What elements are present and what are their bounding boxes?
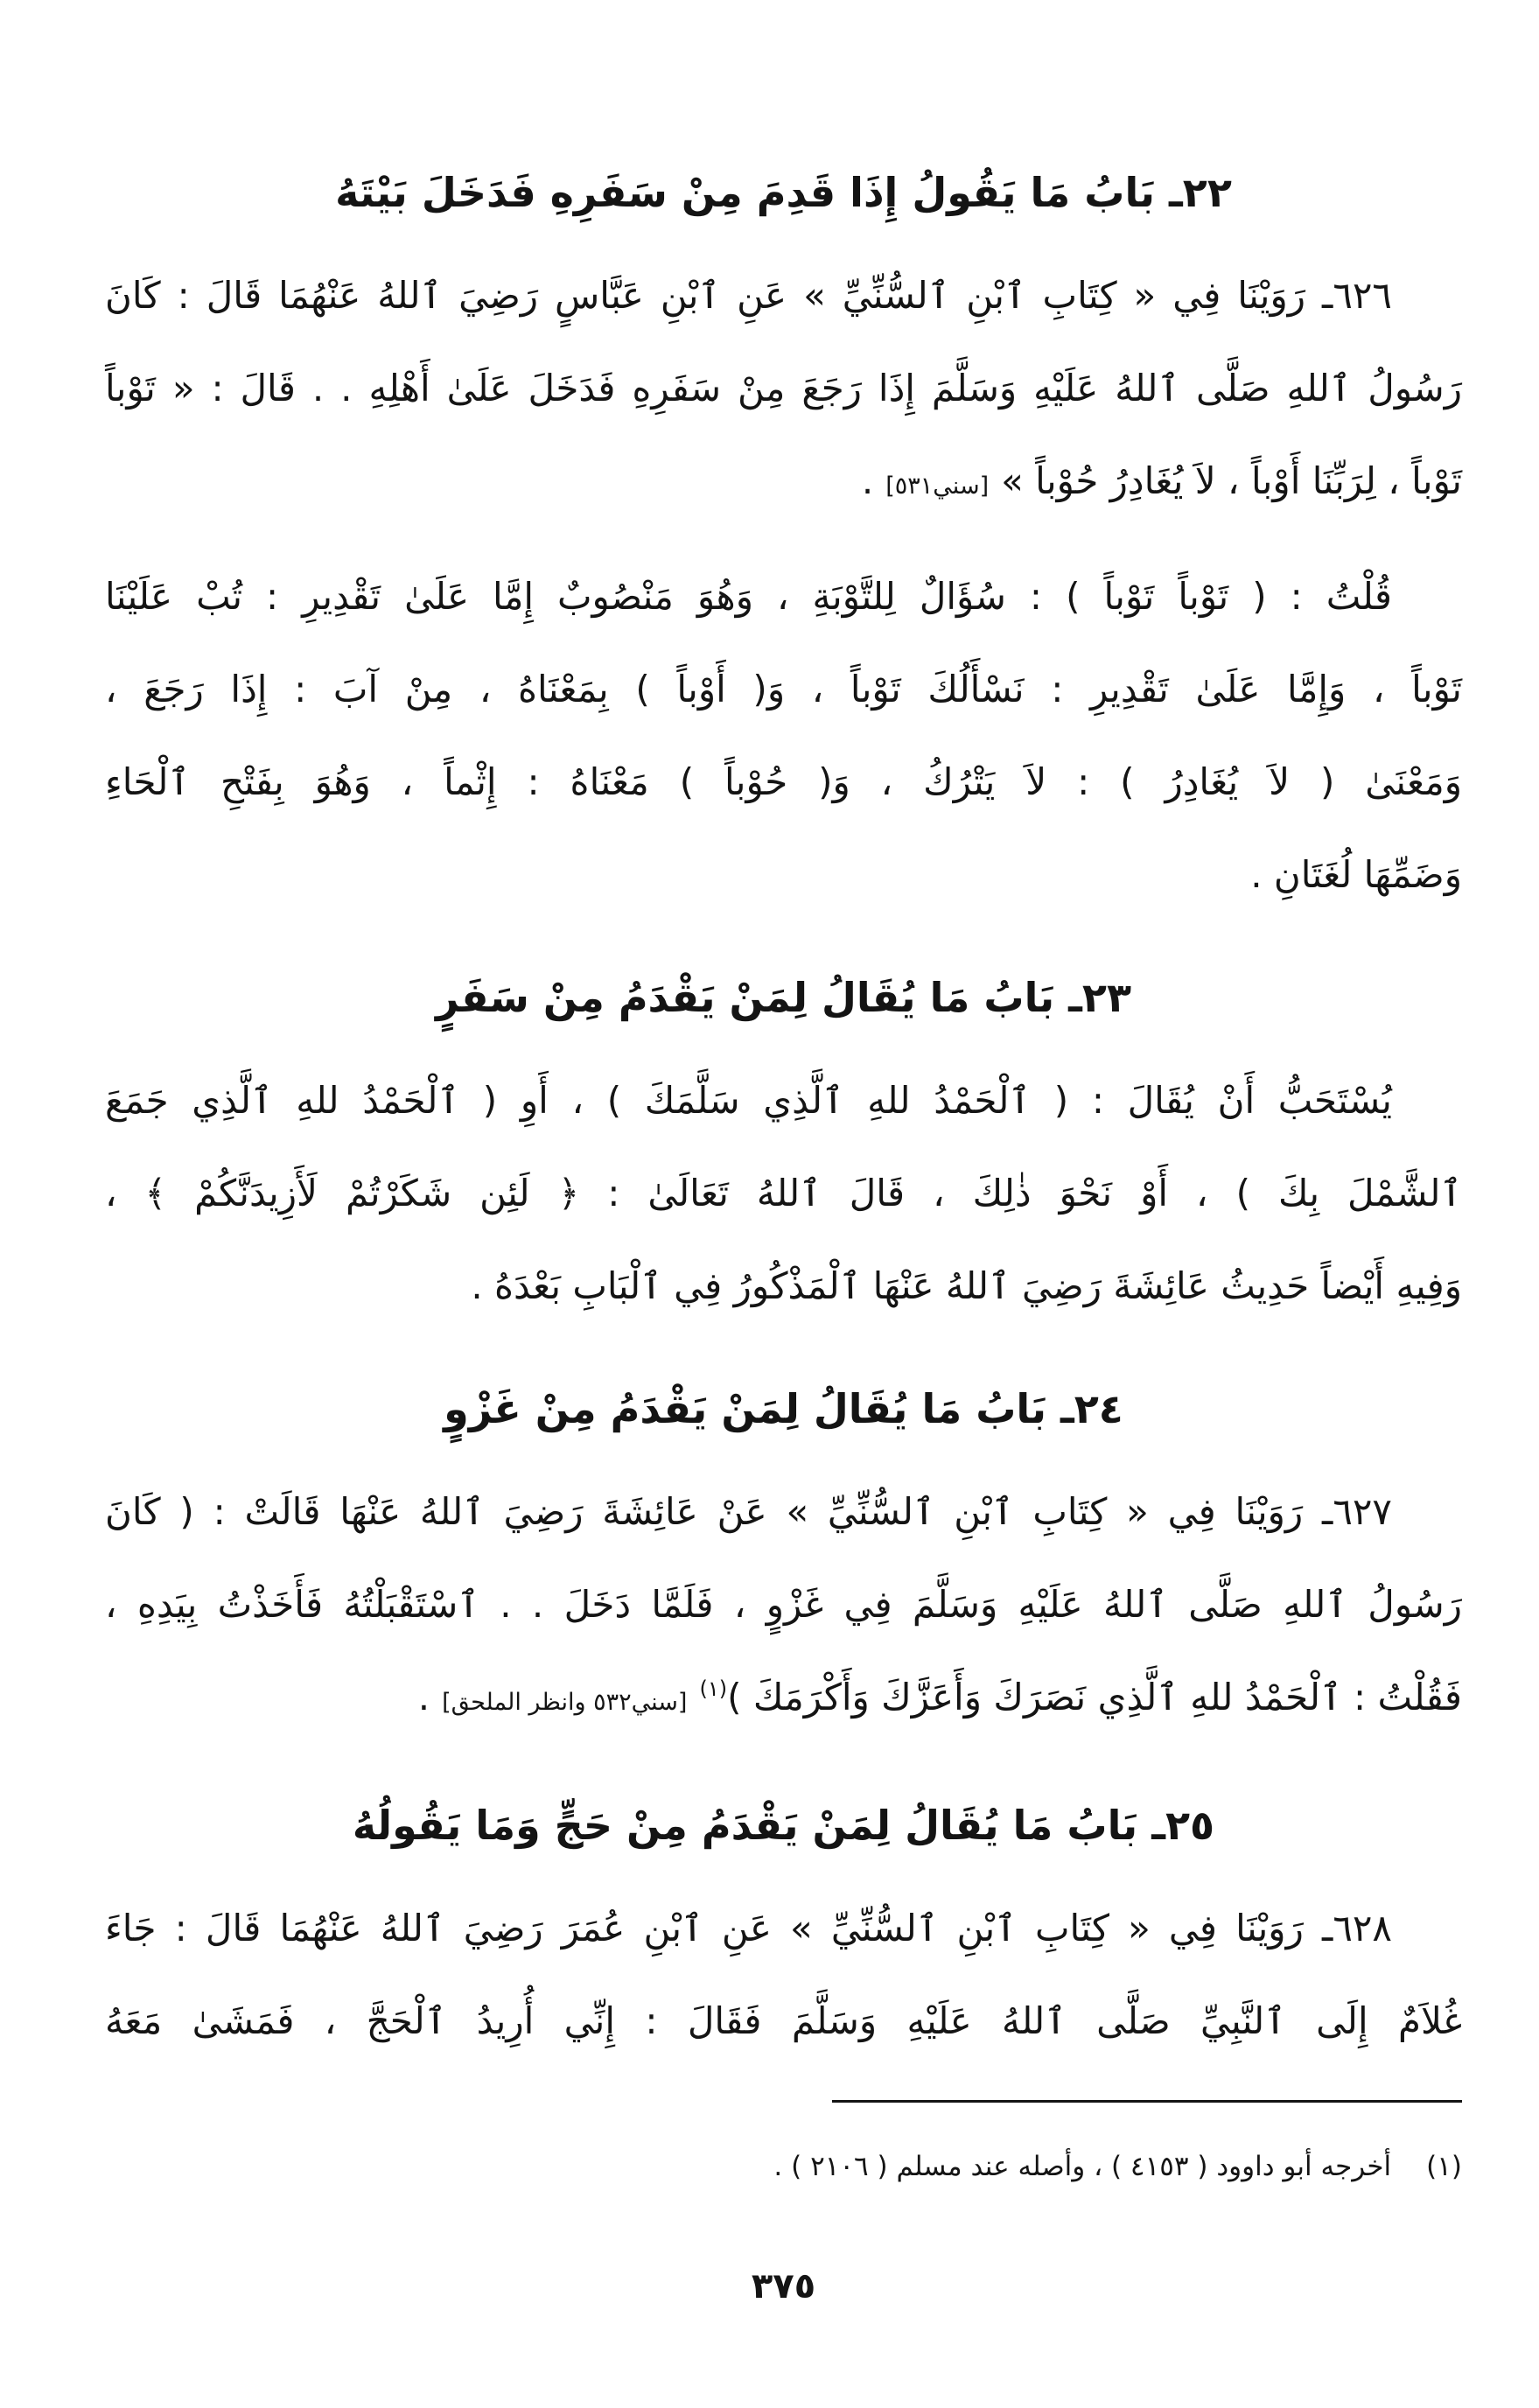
text-segment: فَقُلْتُ : ٱلْحَمْدُ للهِ ٱلَّذِي نَصَرَكَ وَأَعَزَّكَ وَأَكْرَمَكَ ) (727, 1676, 1462, 1718)
text-line: وَضَمِّهَا لُغَتَانِ . (1250, 853, 1462, 896)
source-reference: [سني٥٣٢ وانظر الملحق] (442, 1689, 688, 1716)
text-segment: تَوْباً ، لِرَبِّنَا أَوْباً ، لاَ يُغَادِرُ حُوْباً » (1001, 459, 1462, 502)
text-line: ٦٢٨ـ رَوَيْنَا فِي « كِتَابِ ٱبْنِ ٱلسُّنِّيِّ » عَنِ ٱبْنِ عُمَرَ رَضِيَ ٱللهُ عَنْهُمَا قَالَ : جَاءَ (105, 1907, 1392, 1950)
text-line: تَوْباً ، وَإِمَّا عَلَىٰ تَقْدِيرِ : نَسْأَلُكَ تَوْباً ، وَ( أَوْباً ) بِمَعْنَاهُ ، مِنْ آبَ : إِذَا رَجَعَ ، (105, 668, 1462, 710)
text-line: غُلاَمٌ إِلَى ٱلنَّبِيِّ صَلَّى ٱللهُ عَلَيْهِ وَسَلَّمَ فَقَالَ : إِنِّي أُرِيدُ ٱلْحَجَّ ، فَمَشَىٰ مَعَهُ (105, 1999, 1462, 2042)
footnote-marker: (١) (699, 1676, 728, 1701)
hadith-628 (105, 1882, 1462, 2068)
text-line: ٦٢٦ـ رَوَيْنَا فِي « كِتَابِ ٱبْنِ ٱلسُّنِّيِّ » عَنِ ٱبْنِ عَبَّاسٍ رَضِيَ ٱللهُ عَنْهُمَا قَالَ : كَانَ (105, 274, 1392, 317)
chapter-heading: ٢٢ـ بَابُ مَا يَقُولُ إِذَا قَدِمَ مِنْ سَفَرِهِ فَدَخَلَ بَيْتَهُ (335, 169, 1232, 216)
commentary-paragraph (105, 550, 1462, 921)
chapter-heading: ٢٣ـ بَابُ مَا يُقَالُ لِمَنْ يَقْدَمُ مِنْ سَفَرٍ (435, 974, 1132, 1021)
chapter-23 (105, 949, 1462, 1333)
chapter-23-paragraph (105, 1054, 1462, 1333)
page-number: ٣٧٥ (751, 2266, 816, 2306)
text-line: رَسُولُ ٱللهِ صَلَّى ٱللهُ عَلَيْهِ وَسَلَّمَ فِي غَزْوٍ ، فَلَمَّا دَخَلَ . . ٱسْتَقْبَلْتُهُ فَأَخَذْتُ بِيَدِهِ ، (105, 1583, 1462, 1626)
text-line: وَمَعْنَىٰ ( لاَ يُغَادِرُ ) : لاَ يَتْرُكُ ، وَ( حُوْباً ) مَعْنَاهُ : إِثْماً ، وَهُوَ بِفَتْحِ ٱلْحَاءِ (105, 760, 1462, 803)
text-line: يُسْتَحَبُّ أَنْ يُقَالَ : ( ٱلْحَمْدُ للهِ ٱلَّذِي سَلَّمَكَ ) ، أَوِ ( ٱلْحَمْدُ للهِ ٱلَّذِي جَمَعَ (105, 1079, 1392, 1122)
hadith-626 (105, 249, 1462, 533)
text-line: ٱلشَّمْلَ بِكَ ) ، أَوْ نَحْوَ ذٰلِكَ ، قَالَ ٱللهُ تَعَالَىٰ : ﴿ لَئِن شَكَرْتُمْ لَأَزِيدَنَّكُمْ ﴾ ، (105, 1172, 1462, 1214)
footnote-number: (١) (1426, 2151, 1462, 2182)
text-line (105, 435, 1462, 533)
text-line: قُلْتُ : ( تَوْباً تَوْباً ) : سُؤَالٌ لِلتَّوْبَةِ ، وَهُوَ مَنْصُوبٌ إِمَّا عَلَىٰ تَقْدِيرِ : تُبْ عَلَيْنَا (105, 575, 1392, 618)
source-reference: [سني٥٣١] (885, 472, 990, 500)
period: . (861, 459, 874, 502)
chapter-24 (105, 1361, 1462, 1749)
footnote-separator (832, 2100, 1462, 2103)
footnote-text: أخرجه أبو داوود ( ٤١٥٣ ) ، وأصله عند مسلم ( ٢١٠٦ ) . (773, 2151, 1392, 2182)
chapter-25 (105, 1777, 1462, 2068)
chapter-heading: ٢٤ـ بَابُ مَا يُقَالُ لِمَنْ يَقْدَمُ مِنْ غَزْوٍ (444, 1385, 1123, 1432)
text-line: رَسُولُ ٱللهِ صَلَّى ٱللهُ عَلَيْهِ وَسَلَّمَ إِذَا رَجَعَ مِنْ سَفَرِهِ فَدَخَلَ عَلَىٰ أَهْلِهِ . . قَالَ : « تَوْباً (105, 367, 1462, 410)
chapter-22 (105, 144, 1462, 921)
footnote (105, 2140, 1462, 2193)
period: . (417, 1676, 430, 1718)
hadith-627 (105, 1466, 1462, 1749)
chapter-heading: ٢٥ـ بَابُ مَا يُقَالُ لِمَنْ يَقْدَمُ مِنْ حَجٍّ وَمَا يَقُولُهُ (352, 1802, 1215, 1849)
text-line: وَفِيهِ أَيْضاً حَدِيثُ عَائِشَةَ رَضِيَ ٱللهُ عَنْهَا ٱلْمَذْكُورُ فِي ٱلْبَابِ بَعْدَهُ . (471, 1264, 1462, 1307)
text-line: ٦٢٧ـ رَوَيْنَا فِي « كِتَابِ ٱبْنِ ٱلسُّنِّيِّ » عَنْ عَائِشَةَ رَضِيَ ٱللهُ عَنْهَا قَالَتْ : ( كَانَ (105, 1490, 1392, 1533)
text-line (105, 1651, 1462, 1749)
